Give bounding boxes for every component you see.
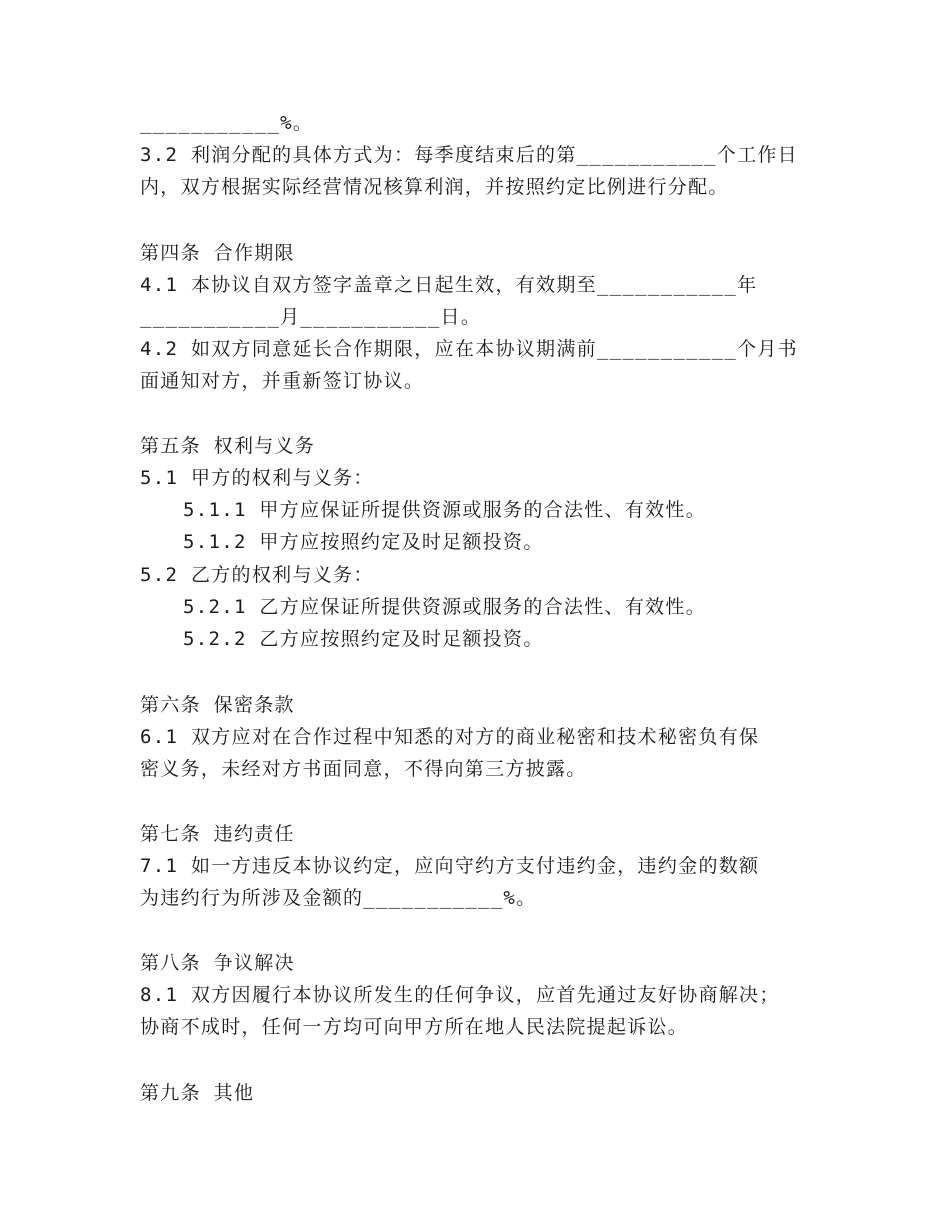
section-heading: 第九条 其他 [140, 1082, 255, 1104]
sub-clause-line: 5.1.1 甲方应保证所提供资源或服务的合法性、有效性。 [183, 499, 707, 521]
text-line: 6.1 双方应对在合作过程中知悉的对方的商业秘密和技术秘密负有保 [140, 726, 760, 748]
text-line: 5.1 甲方的权利与义务： [140, 467, 374, 489]
text-line: 4.1 本协议自双方签字盖章之日起生效，有效期至___________年 [140, 274, 758, 296]
section-heading: 第四条 合作期限 [140, 242, 295, 264]
text-line: 4.2 如双方同意延长合作期限，应在本协议期满前___________个月书 [140, 338, 798, 360]
text-line: 面通知对方，并重新签订协议。 [140, 370, 425, 392]
text-line: ___________月___________日。 [140, 306, 482, 328]
text-line: 7.1 如一方违反本协议约定，应向守约方支付违约金，违约金的数额 [140, 855, 760, 877]
text-line: 内，双方根据实际经营情况核算利润，并按照约定比例进行分配。 [140, 176, 729, 198]
sub-clause-line: 5.1.2 甲方应按照约定及时足额投资。 [183, 531, 544, 553]
section-heading: 第六条 保密条款 [140, 694, 295, 716]
sub-clause-line: 5.2.2 乙方应按照约定及时足额投资。 [183, 628, 544, 650]
sub-clause-line: 5.2.1 乙方应保证所提供资源或服务的合法性、有效性。 [183, 596, 707, 618]
section-heading: 第七条 违约责任 [140, 823, 295, 845]
text-line: 密义务，未经对方书面同意，不得向第三方披露。 [140, 758, 587, 780]
section-heading: 第八条 争议解决 [140, 952, 295, 974]
section-heading: 第五条 权利与义务 [140, 435, 316, 457]
text-line: 为违约行为所涉及金额的___________%。 [140, 887, 537, 909]
text-line: ___________%。 [140, 112, 314, 134]
text-line: 5.2 乙方的权利与义务： [140, 564, 374, 586]
text-line: 3.2 利润分配的具体方式为：每季度结束后的第___________个工作日 [140, 144, 798, 166]
text-line: 8.1 双方因履行本协议所发生的任何争议，应首先通过友好协商解决； [140, 984, 780, 1006]
text-line: 协商不成时，任何一方均可向甲方所在地人民法院提起诉讼。 [140, 1016, 689, 1038]
